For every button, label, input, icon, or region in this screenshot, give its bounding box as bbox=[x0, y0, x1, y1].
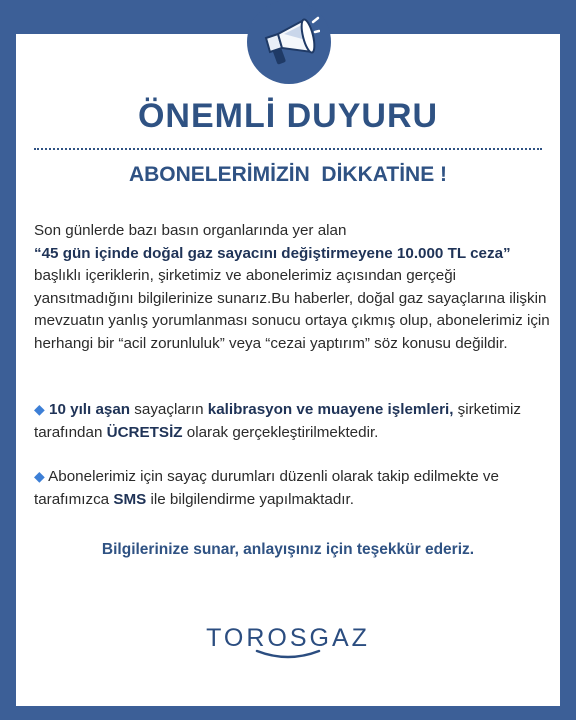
text: şirketimiz tarafından bbox=[34, 401, 521, 441]
diamond-icon: ◆ bbox=[34, 401, 45, 417]
dotted-divider bbox=[34, 148, 542, 150]
megaphone-badge bbox=[247, 0, 331, 84]
thanks-note: Bilgilerinize sunar, anlayışınız için teşekkür ederiz. bbox=[101, 541, 475, 558]
bold-text: 10 yılı aşan bbox=[49, 401, 131, 418]
paragraph-sms bbox=[34, 465, 550, 511]
page-title: ÖNEMLİ DUYURU bbox=[137, 97, 439, 135]
intro-text: Son günlerde bazı basın organlarında yer alan bbox=[34, 222, 347, 239]
paragraph-calibration bbox=[34, 398, 550, 444]
megaphone-icon bbox=[258, 14, 320, 70]
intro-body: başlıklı içeriklerin, şirketimiz ve abonelerimiz açısından gerçeği yansıtmadığını bilgilerinize sunarız.Bu haberler, doğal gaz sayaçlarına ilişkin mevzuatın yanlış yorumlanması sonucu ortaya çıkmış olup, abonelerimiz için herhangi bir “acil zorunluluk” veya “cezai yaptırım” söz konusu değildir. bbox=[34, 267, 550, 352]
bold-text: SMS bbox=[113, 490, 147, 508]
bold-text: kalibrasyon ve muayene işlemleri, bbox=[207, 401, 454, 418]
torosgaz-logo bbox=[0, 624, 576, 661]
quoted-headline: “45 gün içinde doğal gaz sayacını değiştirmeyene 10.000 TL ceza” bbox=[34, 244, 511, 262]
text: Abonelerimiz için sayaç durumları düzenli olarak takip edilmekte ve tarafımızca bbox=[34, 468, 499, 508]
text: sayaçların bbox=[130, 401, 208, 418]
paragraph-intro bbox=[34, 220, 550, 355]
diamond-icon: ◆ bbox=[34, 468, 45, 484]
bold-text: ÜCRETSİZ bbox=[106, 423, 183, 441]
text: ile bilgilendirme yapılmaktadır. bbox=[146, 490, 354, 508]
text: olarak gerçekleştirilmektedir. bbox=[182, 423, 379, 441]
logo-text: TOROSGAZ bbox=[206, 624, 370, 652]
subtitle: ABONELERİMİZİN DİKKATİNE ! bbox=[128, 163, 448, 186]
